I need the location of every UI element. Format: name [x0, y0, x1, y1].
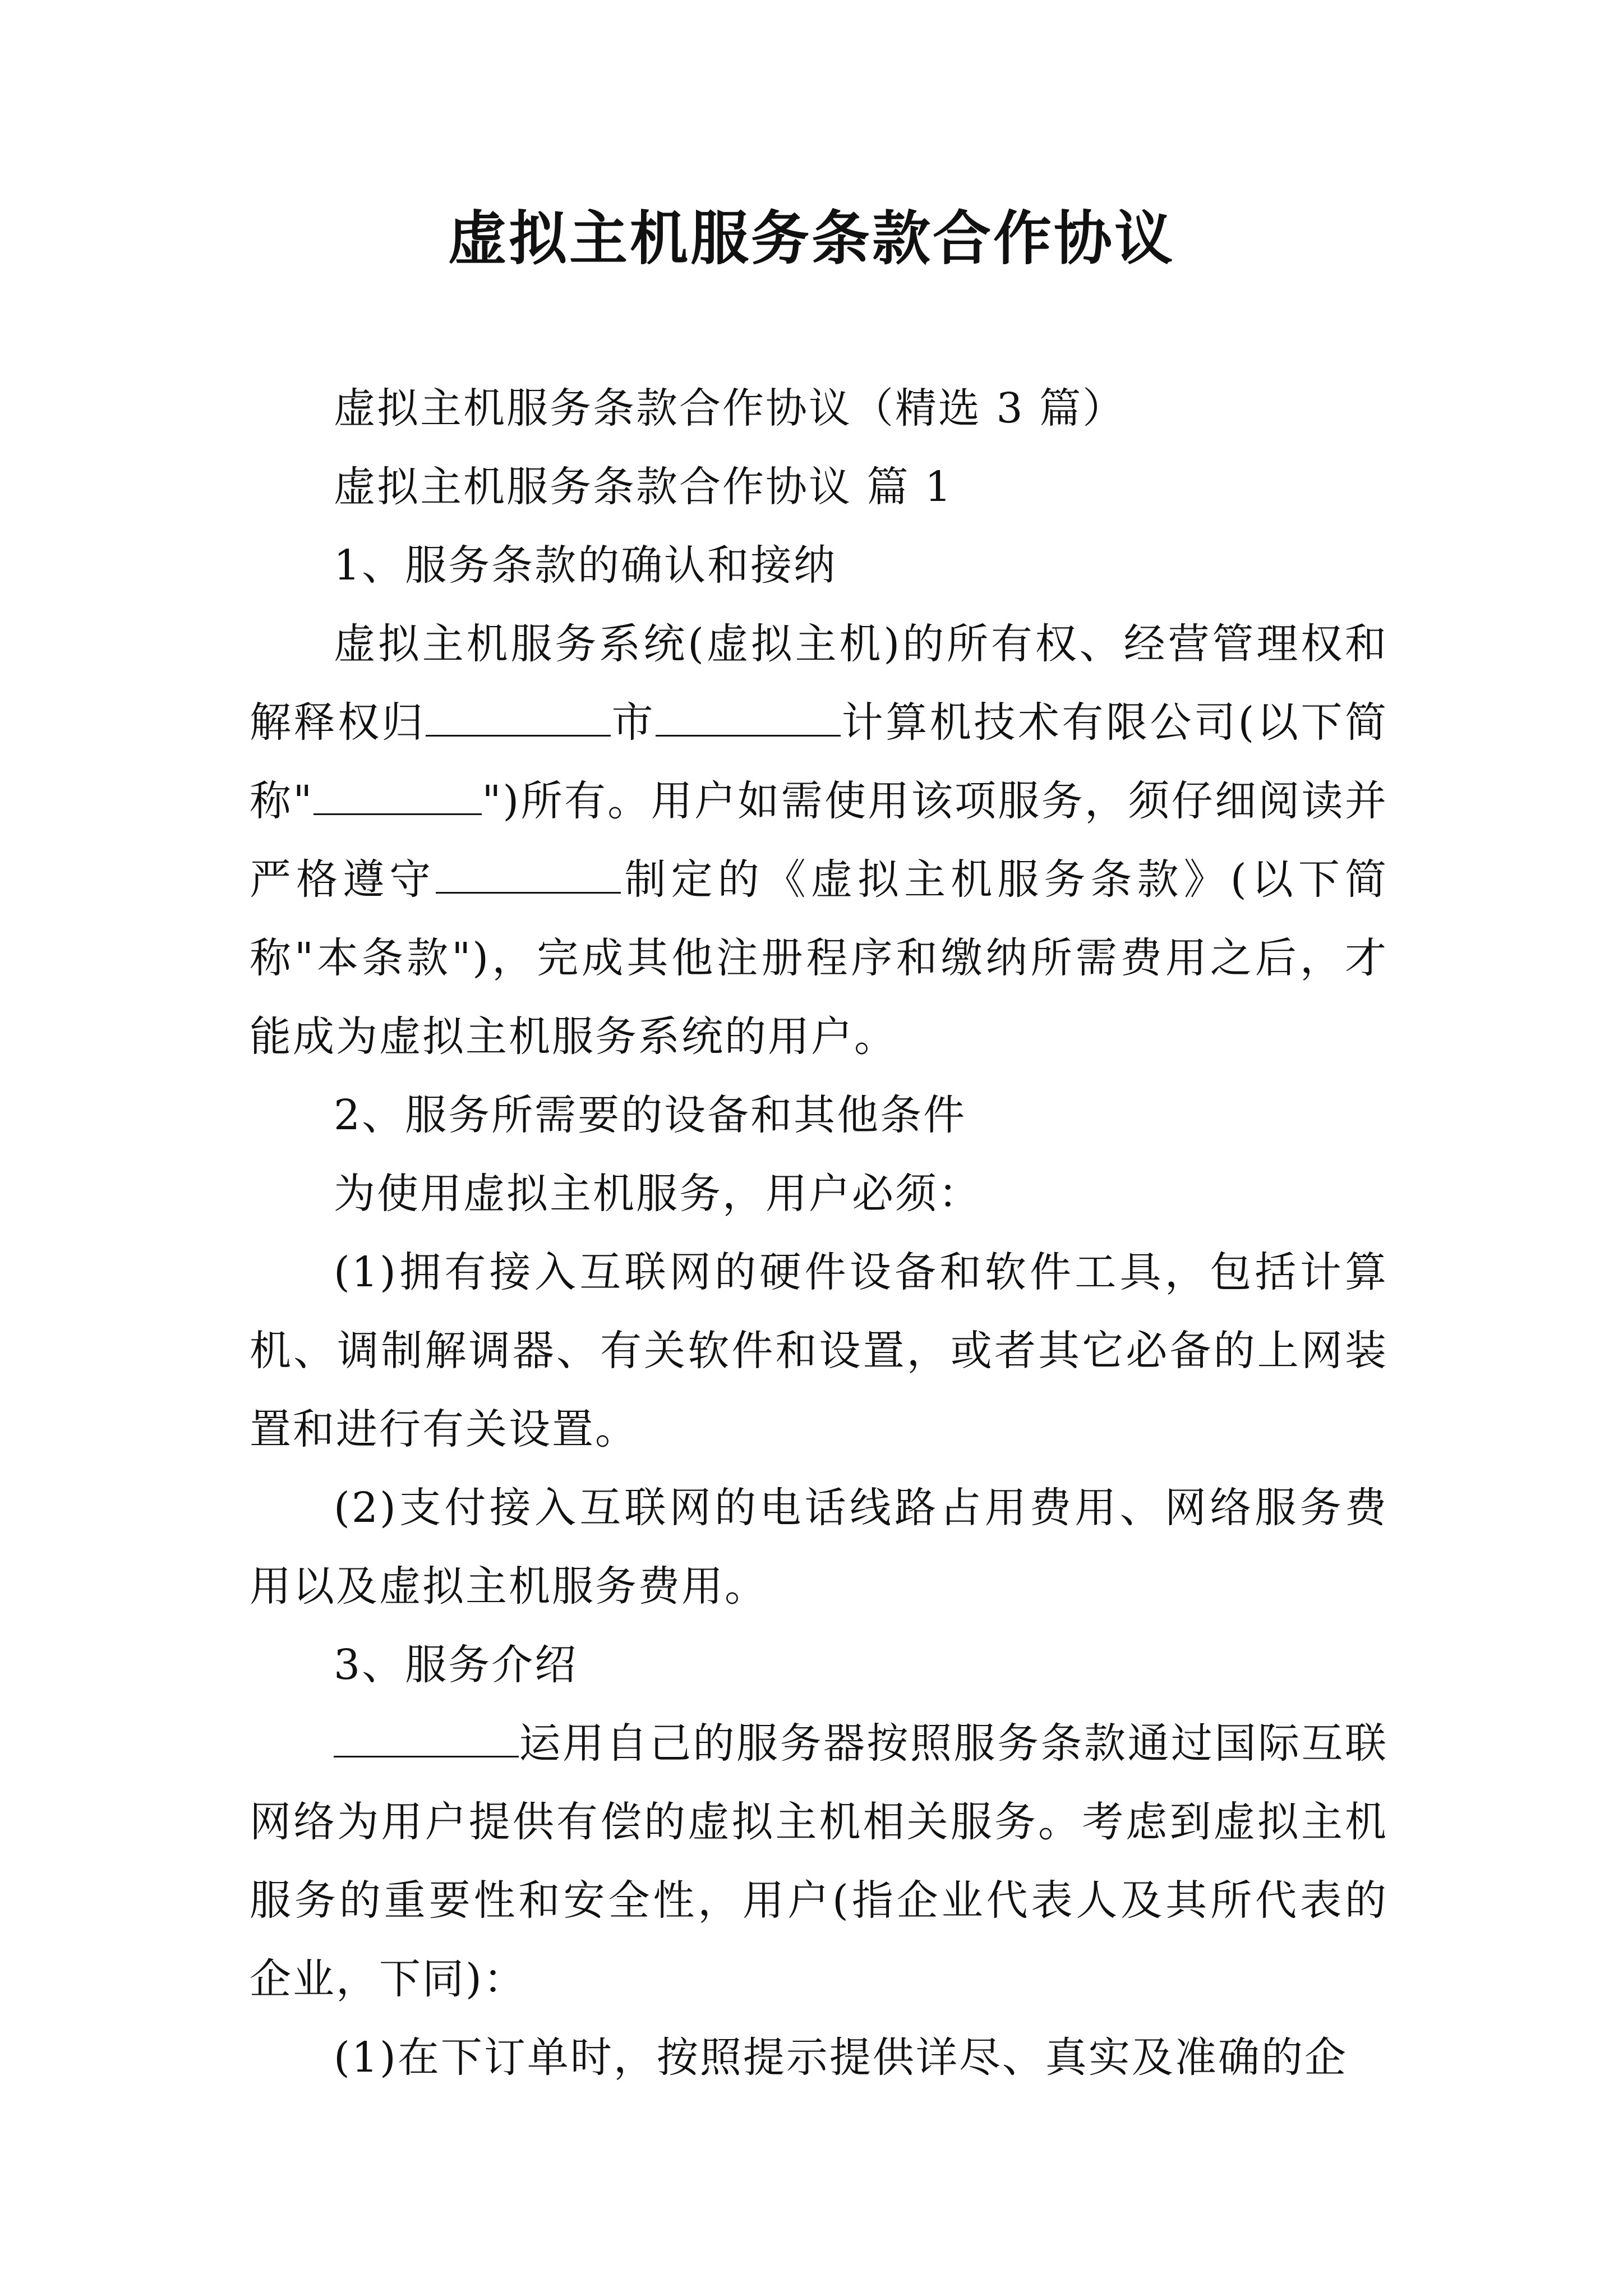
fill-in-blank	[334, 1717, 519, 1757]
paragraph	[250, 1704, 1388, 2018]
paragraph-heading	[250, 448, 1388, 526]
paragraph-text: 虚拟主机服务条款合作协议（精选 3 篇）	[334, 384, 1126, 432]
paragraph-text: (1)拥有接入互联网的硬件设备和软件工具，包括计算机、调制解调器、有关软件和设置，或者其它必备的上网装置和进行有关设置。	[250, 1248, 1388, 1453]
fill-in-blank	[313, 774, 482, 815]
paragraph-text: 市	[611, 698, 656, 747]
paragraph-text: 1、服务条款的确认和接纳	[334, 541, 837, 590]
paragraph-heading	[250, 369, 1388, 448]
paragraph-heading	[250, 526, 1388, 605]
paragraph-text: 虚拟主机服务条款合作协议 篇 1	[334, 463, 953, 511]
document-title: 虚拟主机服务条款合作协议	[448, 204, 1175, 273]
paragraph-text: 3、服务介绍	[334, 1641, 578, 1689]
paragraph-text: 为使用虚拟主机服务，用户必须：	[334, 1170, 981, 1218]
fill-in-blank	[426, 696, 611, 737]
paragraph-heading	[250, 1076, 1388, 1154]
fill-in-blank	[436, 853, 621, 894]
paragraph-heading	[250, 1626, 1388, 1704]
paragraph-text: 虚拟主机服务系统(虚拟主机)的所有权、经营管理权和解释权归	[250, 620, 1388, 747]
paragraph	[250, 2018, 1388, 2097]
paragraph	[250, 605, 1388, 1076]
paragraph-text: (2)支付接入互联网的电话线路占用费用、网络服务费用以及虚拟主机服务费用。	[250, 1484, 1388, 1611]
paragraph	[250, 1233, 1388, 1469]
paragraph-text: ")所有。用户如需使用该项服务，须仔细阅读并严格遵守	[250, 777, 1388, 904]
paragraph-heading	[250, 1154, 1388, 1233]
paragraph-text: (1)在下订单时，按照提示提供详尽、真实及准确的企	[334, 2033, 1348, 2082]
paragraph	[250, 1469, 1388, 1626]
document-body	[250, 369, 1388, 2097]
paragraph-text: 计算机技术有限公司(以下简称"	[250, 698, 1389, 825]
paragraph-text: 运用自己的服务器按照服务条款通过国际互联网络为用户提供有偿的虚拟主机相关服务。考虑到虚拟主机服务的重要性和安全性，用户(指企业代表人及其所代表的企业，下同)：	[250, 1719, 1388, 2003]
fill-in-blank	[656, 696, 841, 737]
paragraph-text: 2、服务所需要的设备和其他条件	[334, 1091, 967, 1139]
paragraph-text: 制定的《虚拟主机服务条款》(以下简称"本条款")，完成其他注册程序和缴纳所需费用之后，才能成为虚拟主机服务系统的用户。	[250, 855, 1388, 1061]
